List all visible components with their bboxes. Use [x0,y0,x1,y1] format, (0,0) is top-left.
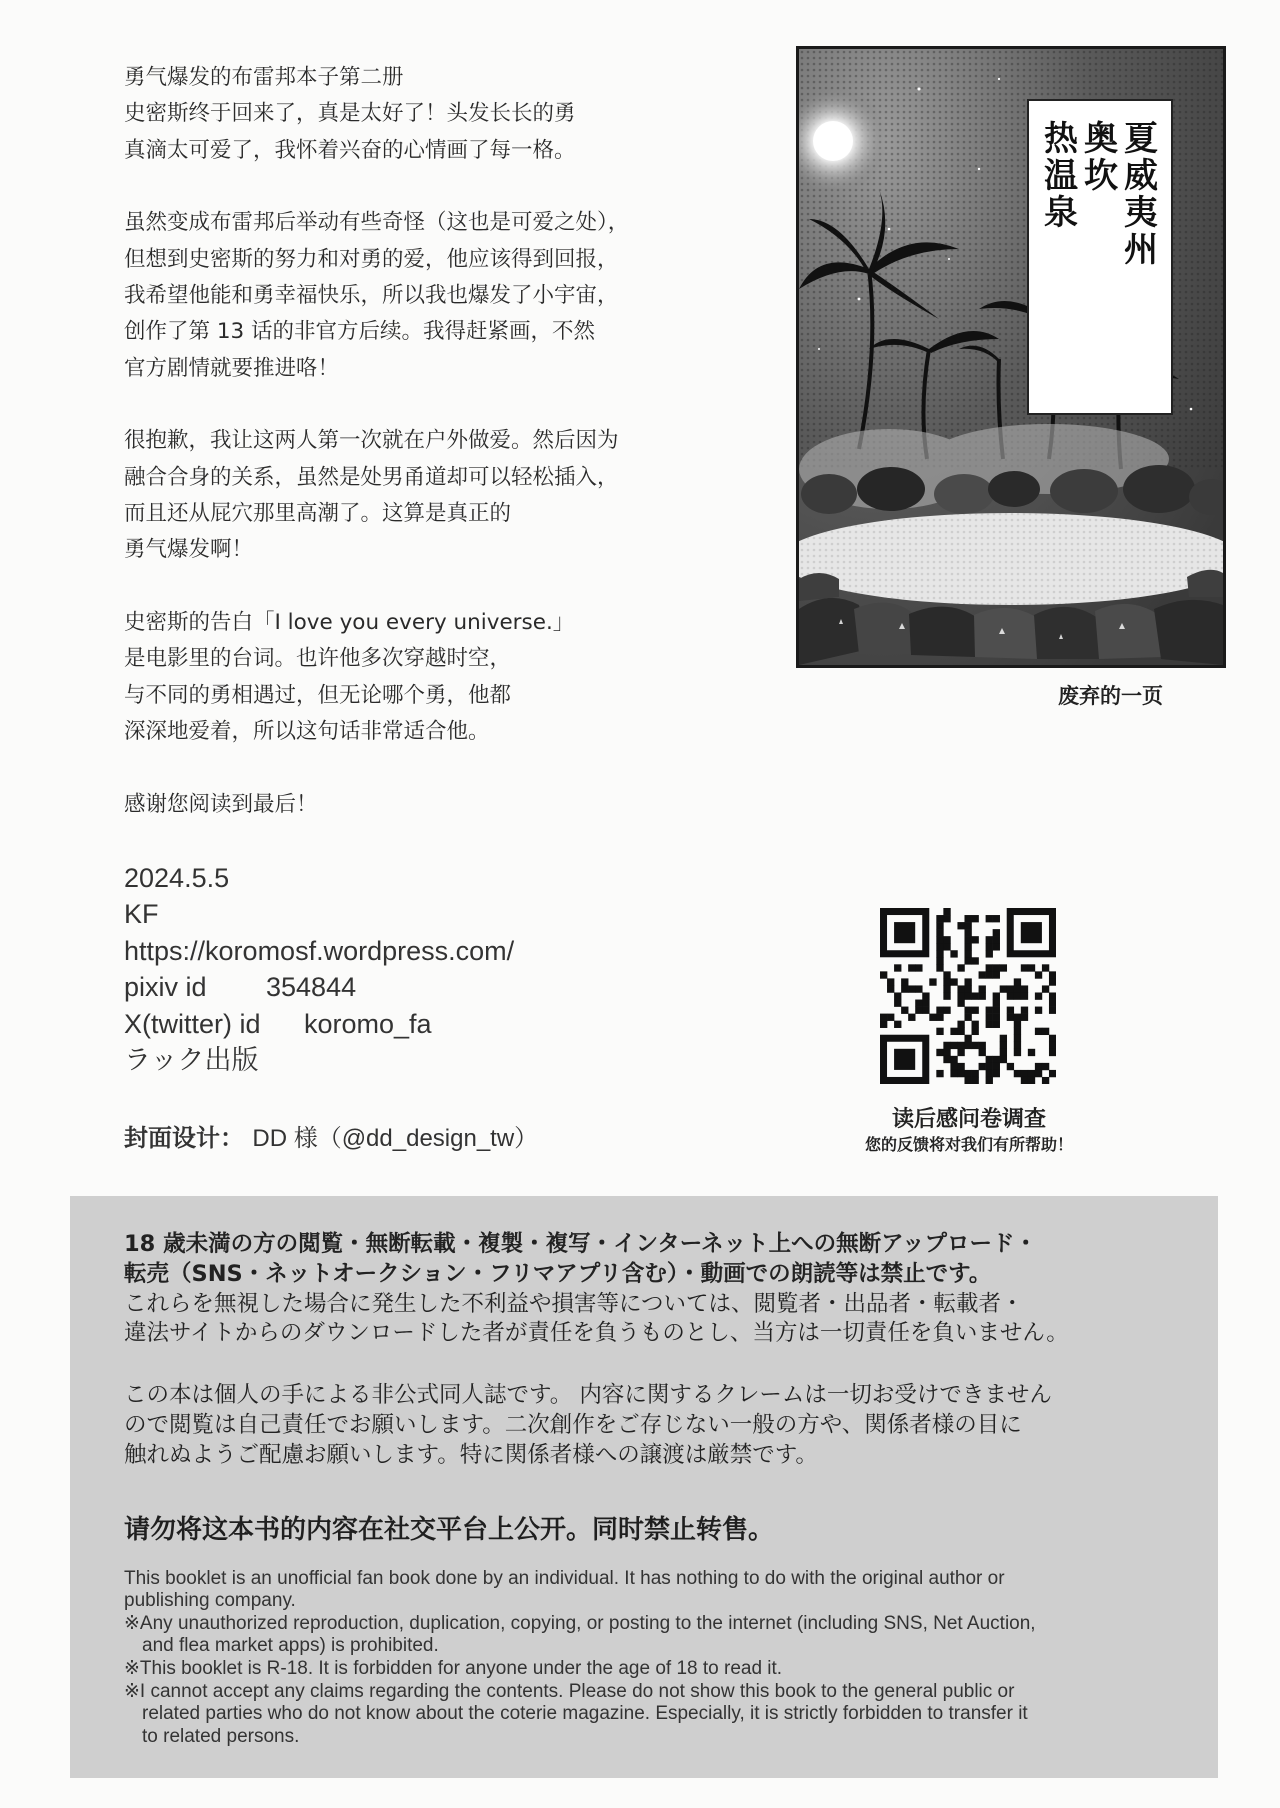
text-line: publishing company. [124,1590,296,1612]
text-line: This booklet is an unofficial fan book done by an individual. It has nothing to do with the original author or [124,1567,1005,1589]
afterword-paragraph-2 [124,205,724,387]
survey-subtitle: 您的反馈将对我们有所帮助！ [864,1135,1073,1154]
afterword-paragraph-5 [124,787,724,823]
text-line: 我希望他能和勇幸福快乐，所以我也爆发了小宇宙， [124,283,619,309]
afterword-paragraph-1 [124,60,724,169]
text-line: 違法サイトからのダウンロードした者が責任を負うものとし、当方は一切責任を負いません。 [124,1320,1069,1347]
website-link[interactable]: https://koromosf.wordpress.com/ [124,935,515,966]
text-line: ※I cannot accept any claims regarding the contents. Please do not show this book to the general public or [124,1680,1015,1702]
text-line: 官方剧情就要推进咯！ [124,355,340,381]
text-line: 而且还从屁穴那里高潮了。这算是真正的 [124,501,512,527]
text-line: 勇气爆发啊！ [124,537,254,563]
colophon [124,860,514,1078]
cn-warning: 请勿将这本书的内容在社交平台上公开。同时禁止转售。 [124,1514,775,1545]
caption-column-1: 夏 威 夷 州 [1124,119,1158,270]
cover-credit [124,1118,538,1153]
caption-column-2: 奥 坎 [1084,119,1118,196]
text-line: この本は個人の手による非公式同人誌です。 内容に関するクレームは一切お受けできません [124,1382,1052,1409]
caption-box [1027,99,1173,415]
pixiv-label: pixiv id [124,972,207,1003]
text-line: 深深地爱着，所以这句话非常适合他。 [124,719,490,745]
text-line: to related persons. [142,1725,300,1747]
pixiv-row [124,969,514,1005]
text-line: 触れぬようご配慮お願いします。特に関係者様への譲渡は厳禁です。 [124,1441,818,1468]
caption-column-3: 热 温 泉 [1044,119,1078,233]
text-line: 创作了第 13 话的非官方后续。我得赶紧画，不然 [124,319,596,345]
date: 2024.5.5 [124,863,230,893]
text-line: 真滴太可爱了，我怀着兴奋的心情画了每一格。 [124,137,576,163]
qr-code-graphic [880,908,1056,1084]
en-notice [124,1568,1218,1749]
afterword-paragraph-3 [124,423,724,569]
twitter-label: X(twitter) id [124,1008,261,1039]
circle-name: KF [124,899,159,930]
text-line: ので閲覧は自己責任でお願いします。二次創作をご存じない一般の方や、関係者様の目に [124,1411,1022,1438]
text-line: 18 歳未満の方の閲覧・無断転載・複製・複写・インターネット上への無断アップロード・ [124,1231,1038,1257]
text-line: 是电影里的台词。也许他多次穿越时空， [124,646,512,672]
discarded-page-label: 废弃的一页 [1058,684,1163,708]
twitter-id: koromo_fa [304,1008,432,1039]
jp-notice [124,1230,1218,1471]
manga-panel [796,46,1226,668]
text-line: 但想到史密斯的努力和对勇的爱，他应该得到回报， [124,246,619,272]
text-line: 很抱歉，我让这两人第一次就在户外做爱。然后因为 [124,428,619,454]
afterword [124,60,724,859]
text-line: 与不同的勇相遇过，但无论哪个勇，他都 [124,682,512,708]
twitter-row [124,1006,514,1042]
text-line: 転売（SNS・ネットオークション・フリマアプリ含む）・動画での朗読等は禁止です。 [124,1260,992,1287]
pixiv-id: 354844 [266,972,357,1003]
qr-code[interactable] [880,908,1056,1084]
text-line: 融合合身的关系，虽然是处男甬道却可以轻松插入， [124,464,619,490]
text-line: 勇气爆发的布雷邦本子第二册 [124,65,404,90]
text-line: ※Any unauthorized reproduction, duplication, copying, or posting to the internet (including SNS, Net Auction, [124,1612,1036,1634]
text-line: 虽然变成布雷邦后举动有些奇怪（这也是可爱之处）， [124,210,630,236]
cover-credit-label: 封面设计： [124,1124,244,1152]
cover-credit-value: DD 様（@dd_design_tw） [252,1125,539,1152]
text-line: 史密斯终于回来了，真是太好了！头发长长的勇 [124,101,576,127]
survey-title: 读后感问卷调查 [891,1107,1046,1132]
publisher: ラック出版 [124,1045,259,1076]
text-line: related parties who do not know about the coterie magazine. Especially, it is strictly forbidden to transfer it [142,1703,1028,1725]
text-line: and flea market apps) is prohibited. [142,1635,439,1657]
text-line: これらを無視した場合に発生した不利益や損害等については、閲覧者・出品者・転載者・ [124,1290,1024,1317]
afterword-paragraph-4 [124,605,724,751]
text-line: 史密斯的告白「I love you every universe.」 [124,609,575,635]
moon [813,121,853,161]
notice-box [70,1196,1218,1778]
text-line: ※This booklet is R-18. It is forbidden for anyone under the age of 18 to read it. [124,1657,783,1679]
text-line: 感谢您阅读到最后！ [124,791,318,817]
